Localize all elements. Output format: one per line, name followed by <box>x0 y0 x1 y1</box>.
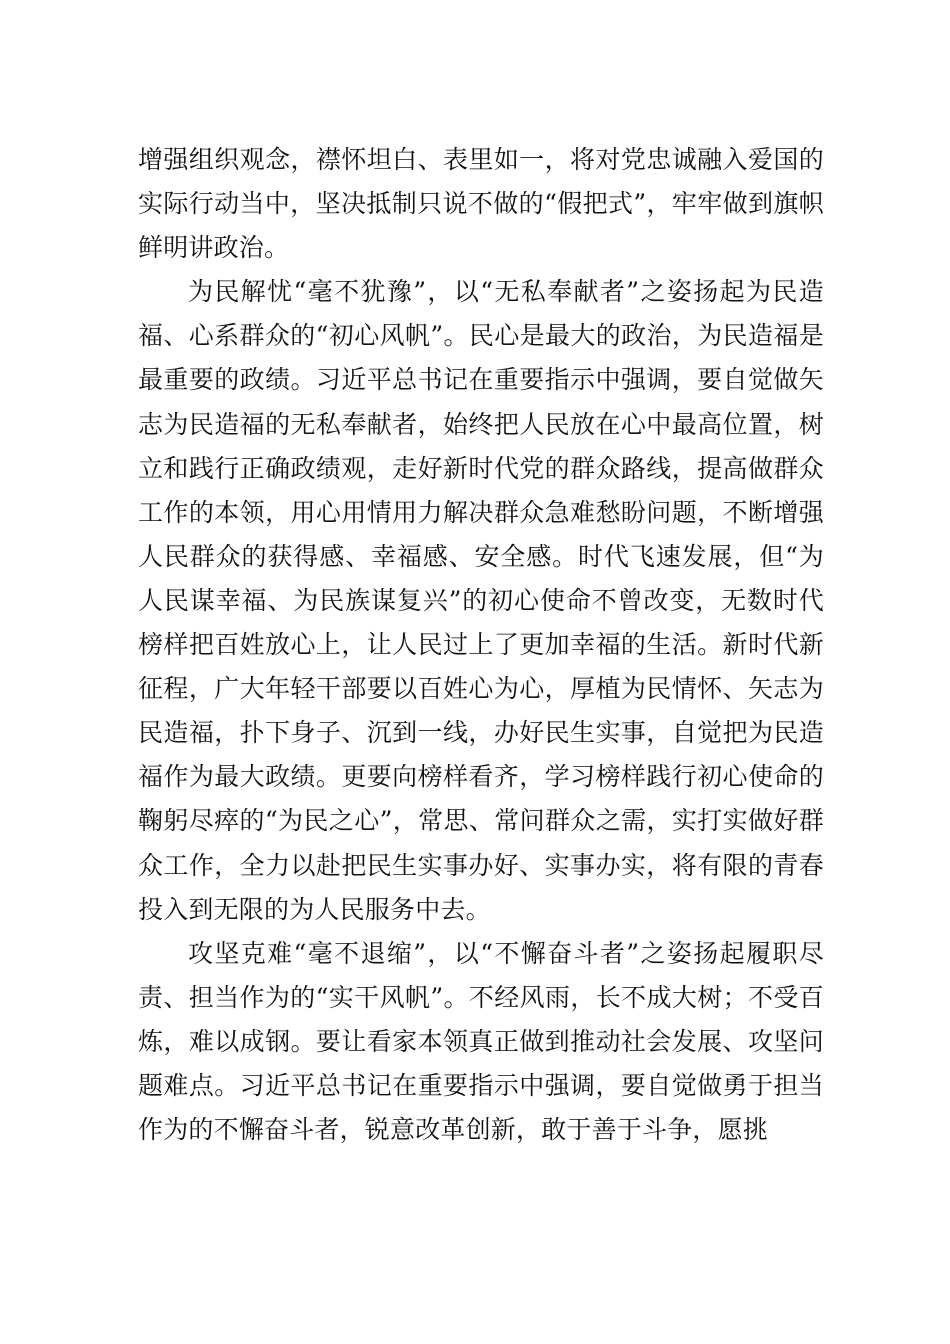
paragraph-2: 为民解忧“毫不犹豫”，以“无私奉献者”之姿扬起为民造福、心系群众的“初心风帆”。民心是最大的政治，为民造福是最重要的政绩。习近平总书记在重要指示中强调，要自觉做矢志为民造福的无私奉献者，始终把人民放在心中最高位置，树立和践行正确政绩观，走好新时代党的群众路线，提高做群众工作的本领，用心用情用力解决群众急难愁盼问题，不断增强人民群众的获得感、幸福感、安全感。时代飞速发展，但“为人民谋幸福、为民族谋复兴”的初心使命不曾改变，无数时代榜样把百姓放心上，让人民过上了更加幸福的生活。新时代新征程，广大年轻干部要以百姓心为心，厚植为民情怀、矢志为民造福，扑下身子、沉到一线，办好民生实事，自觉把为民造福作为最大政绩。更要向榜样看齐，学习榜样践行初心使命的鞠躬尽瘁的“为民之心”，常思、常问群众之需，实打实做好群众工作，全力以赴把民生实事办好、实事办实，将有限的青春投入到无限的为人民服务中去。 <box>138 277 824 924</box>
body-text <box>138 138 824 1152</box>
paragraph-3: 攻坚克难“毫不退缩”，以“不懈奋斗者”之姿扬起履职尽责、担当作为的“实干风帆”。不经风雨，长不成大树；不受百炼，难以成钢。要让看家本领真正做到推动社会发展、攻坚问题难点。习近平总书记在重要指示中强调，要自觉做勇于担当作为的不懈奋斗者，锐意改革创新，敢于善于斗争，愿挑 <box>138 938 824 1145</box>
paragraph-1: 增强组织观念，襟怀坦白、表里如一，将对党忠诚融入爱国的实际行动当中，坚决抵制只说不做的“假把式”，牢牢做到旗帜鲜明讲政治。 <box>138 145 824 263</box>
